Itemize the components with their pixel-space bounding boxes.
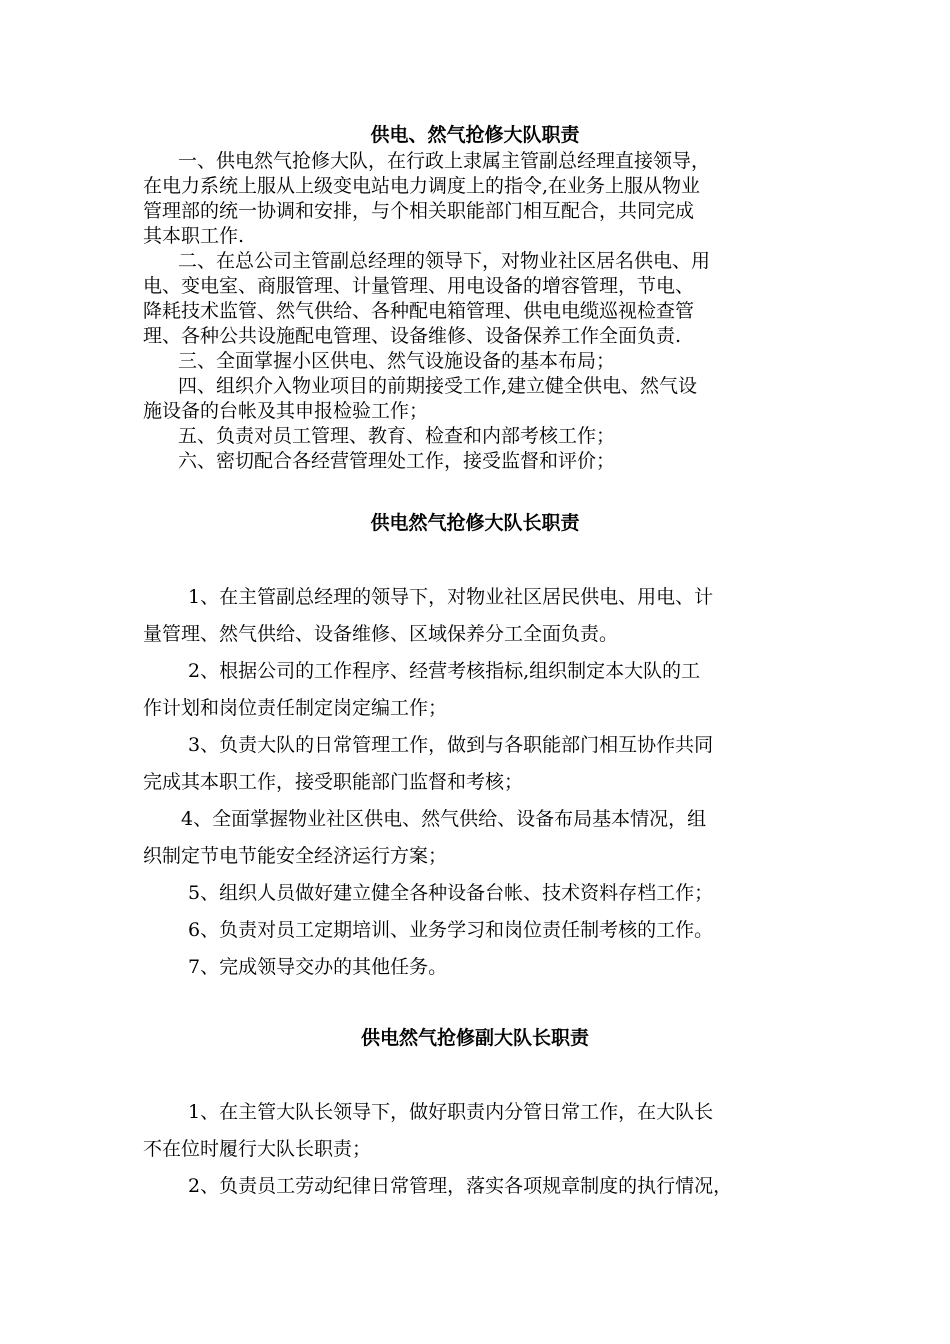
section3-line-2: 不在位时履行大队长职责；	[143, 1138, 372, 1160]
section2-line-2: 量管理、然气供给、设备维修、区域保养分工全面负责。	[143, 623, 619, 645]
section1-line-8: 理、各种公共设施配电管理、设备维修、设备保养工作全面负责.	[143, 325, 682, 347]
section2-line-1: 1、在主管副总经理的领导下，对物业社区居民供电、用电、计	[188, 586, 714, 608]
section1-line-1: 一、供电然气抢修大队，在行政上隶属主管副总经理直接领导，	[178, 150, 711, 172]
section1-line-3: 管理部的统一协调和安排，与个相关职能部门相互配合，共同完成	[143, 200, 695, 222]
section2-line-7: 4、全面掌握物业社区供电、然气供给、设备布局基本情况，组	[181, 808, 707, 830]
section3-line-1: 1、在主管大队长领导下，做好职责内分管日常工作，在大队长	[188, 1101, 714, 1123]
section2-line-6: 完成其本职工作，接受职能部门监督和考核；	[143, 771, 524, 793]
section2-line-9: 5、组织人员做好建立健全各种设备台帐、技术资料存档工作；	[188, 882, 714, 904]
section2-line-8: 织制定节电节能安全经济运行方案；	[143, 845, 448, 867]
section1-line-7: 降耗技术监管、然气供给、各种配电箱管理、供电电缆巡视检查管	[143, 300, 695, 322]
section1-line-2: 在电力系统上服从上级变电站电力调度上的指令,在业务上服从物业	[143, 175, 701, 197]
section1-line-6: 电、变电室、商服管理、计量管理、用电设备的增容管理，节电、	[143, 275, 695, 297]
section1-line-13: 六、密切配合各经营管理处工作，接受监督和评价；	[178, 450, 616, 472]
section3-line-3: 2、负责员工劳动纪律日常管理，落实各项规章制度的执行情况，	[188, 1175, 733, 1197]
section1-line-9: 三、全面掌握小区供电、然气设施设备的基本布局；	[178, 350, 616, 372]
section2-line-11: 7、完成领导交办的其他任务。	[188, 956, 448, 978]
section2-line-3: 2、根据公司的工作程序、经营考核指标,组织制定本大队的工	[188, 660, 701, 682]
section2-title: 供电然气抢修大队长职责	[370, 512, 580, 534]
section1-line-10: 四、组织介入物业项目的前期接受工作,建立健全供电、然气设	[178, 375, 698, 397]
section2-line-10: 6、负责对员工定期培训、业务学习和岗位责任制考核的工作。	[188, 919, 714, 941]
section2-line-5: 3、负责大队的日常管理工作，做到与各职能部门相互协作共同	[188, 734, 714, 756]
section1-title: 供电、然气抢修大队职责	[370, 124, 580, 146]
section1-line-12: 五、负责对员工管理、教育、检查和内部考核工作；	[178, 425, 616, 447]
section2-line-4: 作计划和岗位责任制定岗定编工作；	[143, 697, 448, 719]
section1-line-5: 二、在总公司主管副总经理的领导下，对物业社区居名供电、用	[178, 250, 711, 272]
section1-line-11: 施设备的台帐及其申报检验工作；	[143, 400, 429, 422]
section3-title: 供电然气抢修副大队长职责	[360, 1027, 589, 1049]
section1-line-4: 其本职工作.	[143, 225, 245, 247]
